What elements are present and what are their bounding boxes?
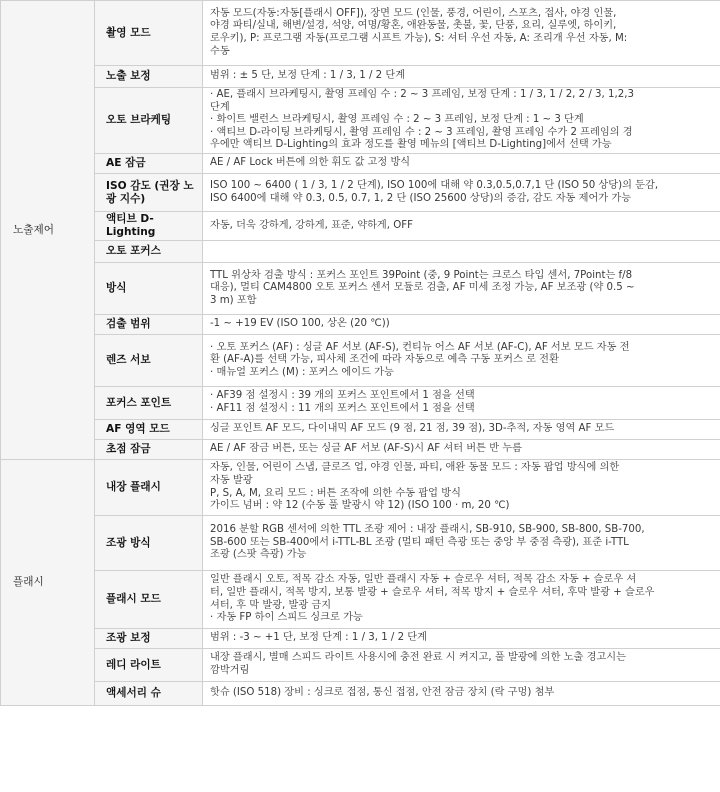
spec-value xyxy=(203,66,720,88)
spec-row xyxy=(1,682,720,706)
spec-label: AE 잠금 xyxy=(95,154,203,174)
spec-value-line: · 매뉴얼 포커스 (M) : 포커스 에이드 가능 xyxy=(210,366,394,378)
spec-label: 오토 브라케팅 xyxy=(95,88,203,154)
spec-row xyxy=(1,66,720,88)
spec-value xyxy=(203,88,720,154)
spec-row xyxy=(1,335,720,387)
spec-value-line: 단계 xyxy=(210,101,230,113)
spec-value-line: 일반 플래시 오토, 적목 감소 자동, 일반 플래시 자동 + 슬로우 셔터, 적목 감소 자동 + 슬로우 셔 xyxy=(210,574,637,586)
spec-value-line: ISO 6400에 대해 약 0.3, 0.5, 0.7, 1, 2 단 (ISO 25600 상당)의 증감, 감도 자동 제어가 가능 xyxy=(210,192,632,204)
spec-value-line: 터, 일반 플래시, 적목 방지, 보통 발광 + 슬로우 셔터, 적목 방지 + 슬로우 셔터, 후막 발광 + 슬로우 xyxy=(210,586,655,598)
spec-value-line: TTL 위상차 검출 방식 : 포커스 포인트 39Point (중, 9 Point는 크로스 타입 센서, 7Point는 f/8 xyxy=(210,269,633,281)
spec-value-line: 2016 분할 RGB 센서에 의한 TTL 조광 제어 : 내장 플래시, SB-910, SB-900, SB-800, SB-700, xyxy=(210,524,645,536)
spec-label: 촬영 모드 xyxy=(95,1,203,66)
spec-row xyxy=(1,387,720,420)
spec-label: 포커스 포인트 xyxy=(95,387,203,420)
spec-value-line: 범위 : -3 ~ +1 단, 보정 단계 : 1 / 3, 1 / 2 단계 xyxy=(210,632,427,644)
spec-value-line: 싱글 포인트 AF 모드, 다이내믹 AF 모드 (9 점, 21 점, 39 점), 3D-추적, 자동 영역 AF 모드 xyxy=(210,423,615,435)
spec-value-line: 자동, 더욱 강하게, 강하게, 표준, 약하게, OFF xyxy=(210,219,413,231)
spec-value-line: 야경 파티/실내, 해변/설경, 석양, 여명/황혼, 애완동물, 촛불, 꽃, 단풍, 요리, 실루엣, 하이키, xyxy=(210,20,617,32)
spec-row xyxy=(1,629,720,649)
spec-value xyxy=(203,629,720,649)
category-cell: 노출제어 xyxy=(1,1,95,460)
spec-value-line: 핫슈 (ISO 518) 장비 : 싱크로 접점, 통신 접점, 안전 잠금 장치 (락 구멍) 첨부 xyxy=(210,687,555,699)
spec-value xyxy=(203,315,720,335)
spec-value-line: · 액티브 D-라이팅 브라케팅시, 촬영 프레임 수 : 2 ~ 3 프레임, 촬영 프레임 수가 2 프레임의 경 xyxy=(210,126,633,138)
spec-value-line: · 오토 포커스 (AF) : 싱글 AF 서보 (AF-S), 컨티뉴 어스 AF 서보 (AF-C), AF 서보 모드 자동 전 xyxy=(210,341,630,353)
spec-value-line: 셔터, 후 막 발광, 발광 금지 xyxy=(210,599,332,611)
category-cell: 플래시 xyxy=(1,460,95,706)
spec-value xyxy=(203,460,720,516)
spec-value-line: 대응), 멀티 CAM4800 오토 포커스 센서 모듈로 검출, AF 미세 조정 가능, AF 보조광 (약 0.5 ~ xyxy=(210,282,635,294)
spec-value-line: · AF39 점 설정시 : 39 개의 포커스 포인트에서 1 점을 선택 xyxy=(210,390,475,402)
spec-row xyxy=(1,154,720,174)
spec-value-line: P, S, A, M, 요리 모드 : 버튼 조작에 의한 수동 팝업 방식 xyxy=(210,487,461,499)
spec-value xyxy=(203,335,720,387)
spec-value-line: 내장 플래시, 별매 스피드 라이트 사용시에 충전 완료 시 켜지고, 풀 발광에 의한 노출 경고시는 xyxy=(210,652,626,664)
spec-value-line: 수동 xyxy=(210,45,230,57)
spec-value-line: SB-600 또는 SB-400에서 i-TTL-BL 조광 (멀티 패턴 측광 또는 중앙 부 중점 측광), 표준 i-TTL xyxy=(210,536,629,548)
spec-value xyxy=(203,571,720,629)
spec-value xyxy=(203,440,720,460)
spec-value-line: ISO 100 ~ 6400 ( 1 / 3, 1 / 2 단계), ISO 100에 대해 약 0.3,0.5,0.7,1 단 (ISO 50 상당)의 둔감, xyxy=(210,179,659,191)
spec-label: 오토 포커스 xyxy=(95,241,203,263)
spec-label: ISO 감도 (권장 노광 지수) xyxy=(95,174,203,212)
spec-value-line: 로우키), P: 프로그램 자동(프로그램 시프트 가능), S: 셔터 우선 자동, A: 조리개 우선 자동, M: xyxy=(210,33,628,44)
spec-value xyxy=(203,387,720,420)
spec-label: 렌즈 서보 xyxy=(95,335,203,387)
spec-label: 플래시 모드 xyxy=(95,571,203,629)
spec-value-line: · 자동 FP 하이 스피드 싱크로 가능 xyxy=(210,612,363,624)
spec-value-line: · AE, 플래시 브라케팅시, 촬영 프레임 수 : 2 ~ 3 프레임, 보정 단계 : 1 / 3, 1 / 2, 2 / 3, 1,2,3 xyxy=(210,89,634,101)
spec-label: AF 영역 모드 xyxy=(95,420,203,440)
spec-label: 방식 xyxy=(95,263,203,315)
spec-value-line: 조광 (스팟 측광) 가능 xyxy=(210,549,307,561)
spec-row xyxy=(1,212,720,241)
spec-value xyxy=(203,682,720,706)
spec-label: 액세서리 슈 xyxy=(95,682,203,706)
spec-value xyxy=(203,649,720,682)
spec-value-line: 깜박거림 xyxy=(210,665,250,676)
spec-row xyxy=(1,241,720,263)
spec-label: 조광 보정 xyxy=(95,629,203,649)
spec-value xyxy=(203,1,720,66)
spec-value xyxy=(203,174,720,212)
spec-value-line: 자동 발광 xyxy=(210,474,253,486)
spec-value-line: 범위 : ± 5 단, 보정 단계 : 1 / 3, 1 / 2 단계 xyxy=(210,70,406,82)
spec-value-line: AE / AF 잠금 버튼, 또는 싱글 AF 서보 (AF-S)시 AF 셔터 버튼 반 누름 xyxy=(210,443,522,455)
spec-value-line: 자동 모드(자동:자동[플래시 OFF]), 장면 모드 (인물, 풍경, 어린이, 스포츠, 접사, 야경 인물, xyxy=(210,7,617,19)
spec-row xyxy=(1,315,720,335)
spec-row xyxy=(1,649,720,682)
spec-label: 초점 잠금 xyxy=(95,440,203,460)
spec-value xyxy=(203,154,720,174)
spec-value-line: 자동, 인물, 어린이 스냅, 클로즈 업, 야경 인물, 파티, 애완 동물 모드 : 자동 팝업 방식에 의한 xyxy=(210,462,620,474)
spec-value-line: -1 ~ +19 EV (ISO 100, 상온 (20 ℃)) xyxy=(210,318,390,330)
spec-row xyxy=(1,571,720,629)
spec-row xyxy=(1,516,720,571)
spec-value-line: · 화이트 밸런스 브라케팅시, 촬영 프레임 수 : 2 ~ 3 프레임, 보정 단계 : 1 ~ 3 단계 xyxy=(210,114,584,126)
spec-value xyxy=(203,241,720,263)
spec-value-line: · AF11 점 설정시 : 11 개의 포커스 포인트에서 1 점을 선택 xyxy=(210,403,475,414)
spec-value-line: 환 (AF-A)를 선택 가능, 피사체 조건에 따라 자동으로 예측 구동 포커스 로 전환 xyxy=(210,354,559,366)
spec-value-line: 우에만 액티브 D-Lighting의 효과 정도를 촬영 메뉴의 [액티브 D-Lighting]에서 선택 가능 xyxy=(210,139,612,151)
spec-value-line: 3 m) 포함 xyxy=(210,294,257,306)
spec-row xyxy=(1,88,720,154)
spec-value-line: 가이드 넘버 : 약 12 (수동 풀 발광시 약 12) (ISO 100 · m, 20 ℃) xyxy=(210,500,510,512)
spec-label: 액티브 D-Lighting xyxy=(95,212,203,241)
spec-row xyxy=(1,263,720,315)
spec-value xyxy=(203,420,720,440)
spec-label: 검출 범위 xyxy=(95,315,203,335)
spec-row xyxy=(1,460,720,516)
spec-value xyxy=(203,516,720,571)
spec-value xyxy=(203,263,720,315)
spec-row xyxy=(1,174,720,212)
spec-value-line: AE / AF Lock 버튼에 의한 휘도 값 고정 방식 xyxy=(210,157,411,169)
spec-label: 레디 라이트 xyxy=(95,649,203,682)
spec-value xyxy=(203,212,720,241)
spec-label: 내장 플래시 xyxy=(95,460,203,516)
spec-row xyxy=(1,440,720,460)
spec-row xyxy=(1,1,720,66)
spec-row xyxy=(1,420,720,440)
spec-label: 노출 보정 xyxy=(95,66,203,88)
spec-label: 조광 방식 xyxy=(95,516,203,571)
